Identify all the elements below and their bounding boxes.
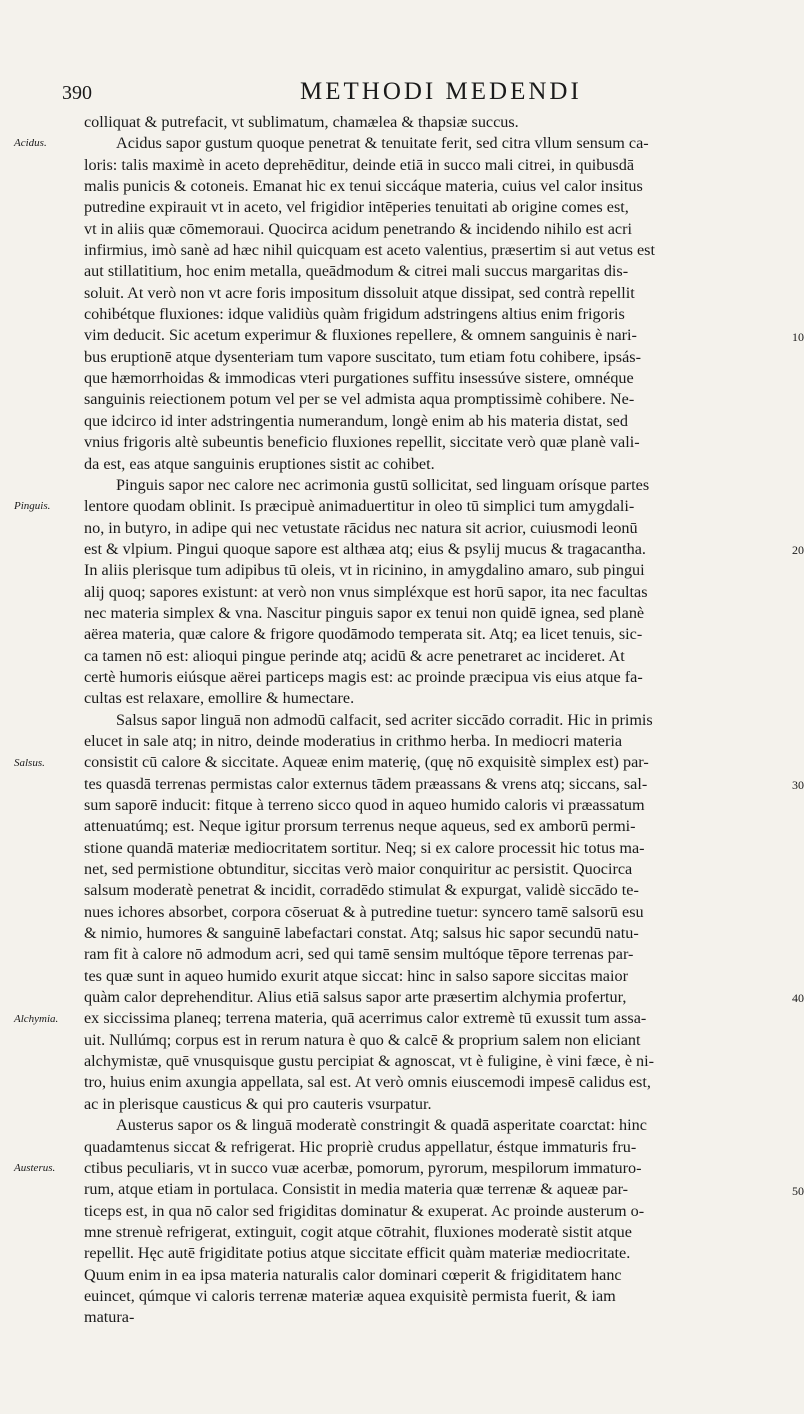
text-line: tes quæ sunt in aqueo humido exurit atque siccat: hinc in salso sapore siccitas maior bbox=[84, 966, 628, 985]
running-title: METHODI MEDENDI bbox=[300, 78, 582, 105]
text-line: repellit. Hęc autē frigiditate potius atque siccitate efficit quàm materiæ mediocritate. bbox=[84, 1244, 631, 1263]
text-line: ctibus peculiaris, vt in succo vuæ acerbæ, pomorum, pyrorum, mespilorum immaturo- bbox=[84, 1158, 642, 1177]
text-line: euincet, qúmque vi caloris terrenæ materiæ aquea exquisitè permista fuerit, & iam bbox=[84, 1286, 616, 1305]
text-line: matura- bbox=[84, 1308, 135, 1327]
text-line: alchymistæ, quē vnusquisque gustu percipiat & agnoscat, vt è fuligine, è vini fæce, è ni- bbox=[84, 1052, 655, 1071]
text-line: alij quoq; sapores existunt: at verò non vnus simpléxque est horū sapor, ita nec facultas bbox=[84, 582, 648, 601]
text-line: salsum moderatè penetrat & incidit, corradēdo stimulat & expurgat, validè siccādo te- bbox=[84, 881, 639, 900]
text-line: consistit cū calore & siccitate. Aqueæ enim materię, (quę nō exquisitè simplex est) par- bbox=[84, 753, 649, 772]
text-line: da est, eas atque sanguinis eruptiones sistit ac cohibet. bbox=[84, 454, 435, 473]
text-line: que hæmorrhoidas & immodicas vteri purgationes suffitu insessúve sistere, omnéque bbox=[84, 369, 634, 388]
text-line: nec materia simplex & vna. Nascitur pinguis sapor ex tenui non quidē ignea, sed planè bbox=[84, 603, 645, 622]
text-line: tes quasdā terrenas permistas calor externus tādem præassans & vrens atq; siccans, sal- bbox=[84, 774, 648, 793]
margin-note: Pinguis. bbox=[14, 500, 51, 513]
text-line: Austerus sapor os & linguā moderatè constringit & quadā asperitate coarctat: hinc bbox=[116, 1116, 647, 1135]
text-line: no, in butyro, in adipe qui nec vetustate rācidus nec natura sit acrior, cuiusmodi leonū bbox=[84, 518, 638, 537]
text-line: ram fit à calore nō admodum acri, sed qui tamē sensim multóque tēpore terrenas par- bbox=[84, 945, 634, 964]
line-number: 20 bbox=[792, 543, 804, 557]
text-line: vt in aliis quæ cōmemoraui. Quocirca acidum penetrando & incidendo nihilo est acri bbox=[84, 219, 632, 238]
text-line: quadamtenus siccat & refrigerat. Hic propriè crudus appellatur, éstque immaturis fru- bbox=[84, 1137, 637, 1156]
line-number: 40 bbox=[792, 991, 804, 1006]
text-line: In aliis plerisque tum adipibus tū oleis, vt in ricinino, in amygdalino amaro, sub pingui bbox=[84, 561, 645, 580]
text-line: aërea materia, quæ calore & frigore quodāmodo temperata sit. Atq; ea licet tenuis, sic- bbox=[84, 625, 643, 644]
text-line: sanguinis reiectionem potum vel per se vel admista aqua promptissimè cohibere. Ne- bbox=[84, 390, 635, 409]
text-line: lentore quodam oblinit. Is præcipuè animaduertitur in oleo tū simplici tum amygdali- bbox=[84, 497, 635, 516]
text-line: Acidus sapor gustum quoque penetrat & tenuitate ferit, sed citra vllum sensum ca- bbox=[116, 134, 649, 153]
text-line: uit. Nullúmq; corpus est in rerum natura è quo & calcē & proprium salem non eliciant bbox=[84, 1030, 641, 1049]
line-number: 30 bbox=[792, 777, 804, 792]
text-line: vim deducit. Sic acetum experimur & fluxiones repellere, & omnem sanguinis è nari- bbox=[84, 326, 637, 345]
margin-note: Alchymia. bbox=[14, 1012, 59, 1025]
text-line: Pinguis sapor nec calore nec acrimonia gustū sollicitat, sed linguam orísque partes bbox=[116, 475, 650, 494]
margin-note: Acidus. bbox=[14, 137, 47, 150]
text-line: loris: talis maximè in aceto deprehēditur, deinde etiā in succo mali citrei, in quibusdā bbox=[84, 155, 635, 174]
line-number: 10 bbox=[792, 329, 804, 344]
text-line: ac in plerisque causticus & qui pro cauteris vsurpatur. bbox=[84, 1094, 432, 1113]
text-line: putredine expirauit vt in aceto, vel frigidior intēperies tenuitati ab origine comes est, bbox=[84, 198, 629, 217]
text-line: & nimio, humores & sanguinē labefactari constat. Atq; salsus hic sapor secundū natu- bbox=[84, 924, 639, 943]
text-line: Salsus sapor linguā non admodū calfacit, sed acriter siccādo corradit. Hic in primis bbox=[116, 710, 653, 729]
margin-note: Austerus. bbox=[14, 1162, 56, 1175]
text-line: vnius frigoris altè subeuntis beneficio fluxiones repellit, siccitate verò quæ planè vali- bbox=[84, 433, 640, 452]
text-line: est & vlpium. Pingui quoque sapore est althæa atq; eius & psylij mucus & tragacantha. bbox=[84, 539, 646, 558]
text-line: stione quandā materiæ mediocritatem sortitur. Neq; si ex calore processit hic totus ma- bbox=[84, 838, 645, 857]
text-line: bus eruptionē atque dysenteriam tum vapore suscitato, tum etiam fotu cohibere, ipsás- bbox=[84, 347, 641, 366]
text-line: que idcirco id inter adstringentia numerandum, longè enim ab his materia distat, sed bbox=[84, 411, 628, 430]
line-number: 50 bbox=[792, 1183, 804, 1198]
text-line: infirmius, imò sanè ad hæc nihil quicquam est aceto valentius, præsertim si aut vetus est bbox=[84, 241, 655, 260]
text-line: attenuatúmq; est. Neque igitur prorsum terrenus neque aqueus, sed ex amborū permi- bbox=[84, 817, 636, 836]
text-line: net, sed permistione obtunditur, siccitas verò maior conquiritur ac persistit. Quocirca bbox=[84, 860, 633, 879]
page-number: 390 bbox=[62, 82, 92, 104]
text-line: soluit. At verò non vt acre foris impositum dissoluit atque dissipat, sed contrà repellit bbox=[84, 283, 635, 302]
text-line: cohibétque fluxiones: idque validiùs quàm frigidum adstringens altius enim frigoris bbox=[84, 305, 625, 324]
text-line: Quum enim in ea ipsa materia naturalis calor dominari cœperit & frigiditatem hanc bbox=[84, 1265, 622, 1284]
text-line: aut stillatitium, hoc enim metalla, queādmodum & citrei mali succus margaritas dis- bbox=[84, 262, 629, 281]
margin-note: Salsus. bbox=[14, 756, 45, 769]
text-line: sum saporē inducit: fitque à terreno sicco quod in aqueo humido caloris vi præassatum bbox=[84, 796, 645, 814]
text-line: ca tamen nō est: alioqui pingue perinde atq; acidū & acre penetraret ac incideret. At bbox=[84, 646, 625, 665]
text-line: cultas est relaxare, emollire & humectare. bbox=[84, 689, 355, 708]
text-line: ticeps est, in qua nō calor sed frigiditas dominatur & exuperat. Ac proinde austerum o- bbox=[84, 1201, 645, 1220]
text-line: rum, atque etiam in portulaca. Consistit in media materia quæ terrenæ & aqueæ par- bbox=[84, 1180, 629, 1199]
text-line: elucet in sale atq; in nitro, deinde moderatius in crithmo herba. In mediocri materia bbox=[84, 731, 623, 750]
text-line: malis punicis & cotoneis. Emanat hic ex tenui siccáque materia, cuius vel calor insitus bbox=[84, 177, 643, 196]
text-line: mne strenuè refrigerat, extinguit, cogit atque cōtrahit, fluxiones moderatè sistit atque bbox=[84, 1222, 632, 1241]
text-line: quàm calor deprehenditur. Alius etiā salsus sapor arte præsertim alchymia profertur, bbox=[84, 988, 627, 1007]
text-line: tro, huius enim axungia appellata, sal est. At verò omnis eiuscemodi impesē calidus est, bbox=[84, 1073, 651, 1092]
text-line: colliquat & putrefacit, vt sublimatum, chamælea & thapsiæ succus. bbox=[84, 113, 519, 131]
body-text bbox=[14, 112, 804, 1329]
text-line: ex siccissima planeq; terrena materia, quā acerrimus calor extremè tū exussit tum assa- bbox=[84, 1009, 647, 1028]
text-line: nues ichores absorbet, corpora cōseruat & à putredine tuetur: syncero tamē salsorū esu bbox=[84, 902, 644, 921]
page-header bbox=[60, 78, 780, 112]
text-line: certè humoris eiúsque aërei particeps magis est: ac proinde præcipua vis eius atque fa- bbox=[84, 667, 643, 686]
